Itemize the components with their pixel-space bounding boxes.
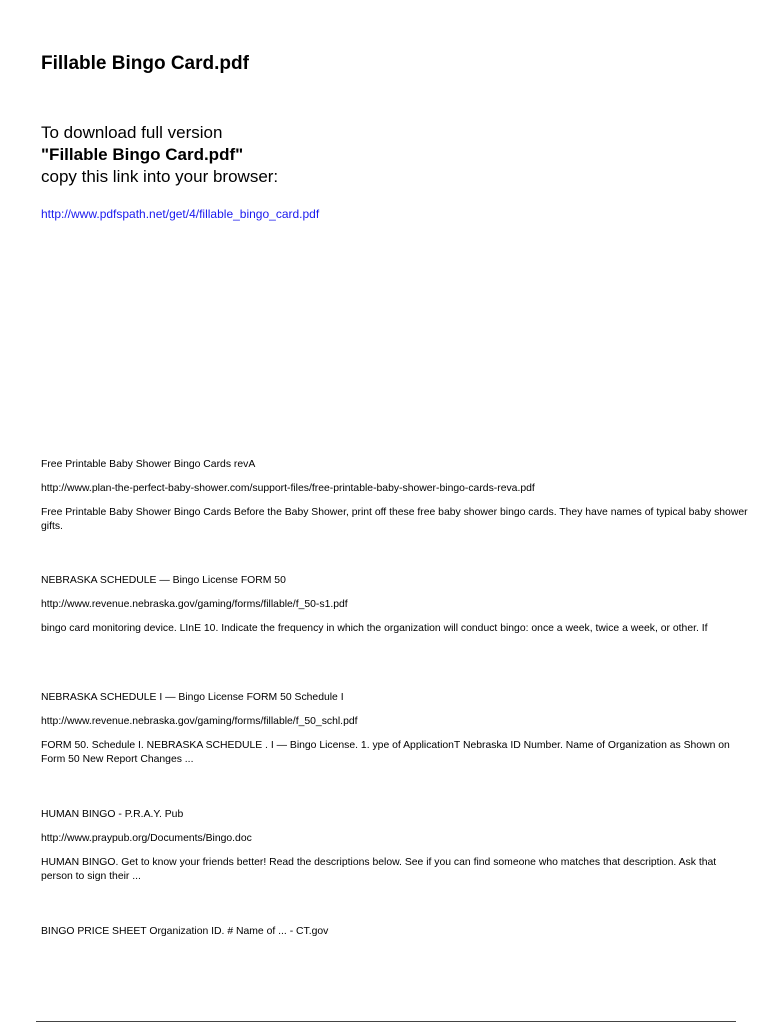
entry-nebraska-schedule-i — [41, 691, 749, 767]
entry-description: bingo card monitoring device. LInE 10. Indicate the frequency in which the organization will conduct bingo: once a week, twice a week, or other. If — [41, 623, 708, 634]
document-title: Fillable Bingo Card.pdf — [41, 53, 249, 74]
entry-url: http://www.revenue.nebraska.gov/gaming/forms/fillable/f_50-s1.pdf — [41, 599, 348, 610]
download-line-1: To download full version — [41, 123, 223, 142]
entry-url: http://www.revenue.nebraska.gov/gaming/forms/fillable/f_50_schl.pdf — [41, 716, 358, 727]
download-filename: "Fillable Bingo Card.pdf" — [41, 145, 244, 164]
entry-url: http://www.plan-the-perfect-baby-shower.com/support-files/free-printable-baby-shower-bingo-cards-reva.pdf — [41, 483, 535, 494]
entry-human-bingo — [41, 808, 749, 884]
entry-title: HUMAN BINGO - P.R.A.Y. Pub — [41, 809, 184, 820]
footer-divider — [36, 1021, 736, 1022]
download-instructions — [41, 122, 278, 188]
entry-title: NEBRASKA SCHEDULE I — Bingo License FORM 50 Schedule I — [41, 692, 344, 703]
entry-title: NEBRASKA SCHEDULE — Bingo License FORM 50 — [41, 575, 286, 586]
entry-description: HUMAN BINGO. Get to know your friends better! Read the descriptions below. See if you can find someone who matches that description. Ask that person to sign their ... — [41, 857, 717, 882]
entry-url: http://www.praypub.org/Documents/Bingo.doc — [41, 833, 252, 844]
entry-title: BINGO PRICE SHEET Organization ID. # Name of ... - CT.gov — [41, 926, 329, 937]
download-link[interactable]: http://www.pdfspath.net/get/4/fillable_bingo_card.pdf — [41, 207, 320, 221]
entry-description: Free Printable Baby Shower Bingo Cards Before the Baby Shower, print off these free baby shower bingo cards. They have names of typical baby shower gifts. — [41, 507, 748, 532]
entry-bingo-price-sheet — [41, 925, 749, 939]
entry-nebraska-form-50 — [41, 574, 749, 636]
entry-description: FORM 50. Schedule I. NEBRASKA SCHEDULE . I — Bingo License. 1. ype of ApplicationT Nebraska ID Number. Name of Organization as Shown on Form 50 New Report Changes ... — [41, 740, 730, 765]
entry-title: Free Printable Baby Shower Bingo Cards revA — [41, 459, 256, 470]
download-line-3: copy this link into your browser: — [41, 167, 279, 186]
entry-baby-shower — [41, 458, 749, 534]
